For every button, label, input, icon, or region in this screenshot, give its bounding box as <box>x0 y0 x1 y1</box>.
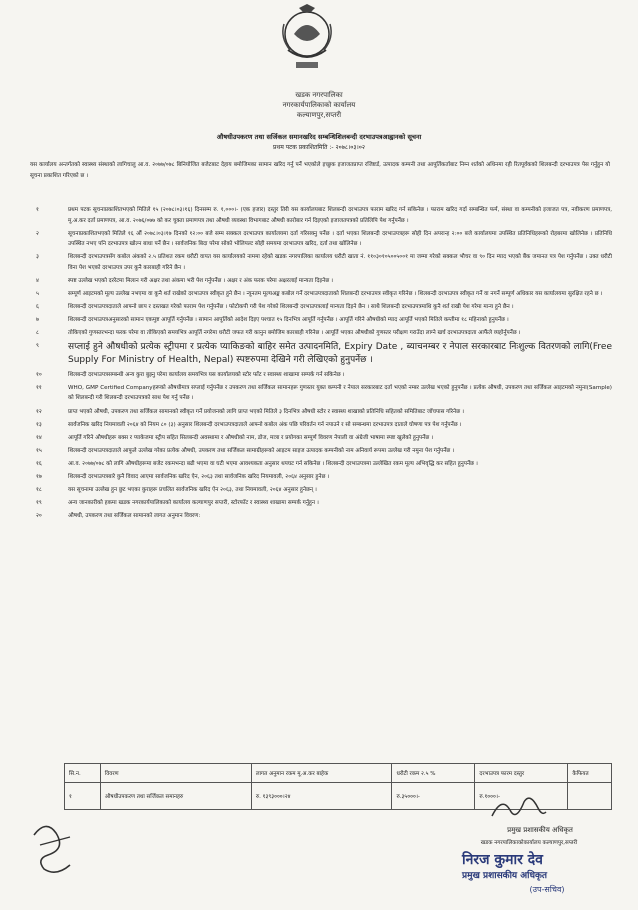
item-number: १ <box>36 207 39 213</box>
notice-title: औषधीउपकरण तथा सर्जिकल समानखरिद सम्बन्धिशिलबन्दी दरभाउपत्रआह्वानको सूचना <box>216 133 422 141</box>
position-stamp: प्रमुख प्रशासकीय अधिकृत <box>462 871 548 881</box>
item-number: २० <box>36 513 42 520</box>
office-subname: नगरकार्यपालिकाको कार्यालय <box>282 101 356 109</box>
column-header: लागत अनुमान रकम मू.अ.कर बाहेक <box>251 764 392 783</box>
table-cell: औषधीउपकरण तथा सर्जिकल समानहरु <box>100 783 251 810</box>
list-item <box>30 289 612 300</box>
item-number: १७ <box>36 474 42 480</box>
officer-signature <box>488 790 548 826</box>
list-item <box>30 383 612 404</box>
list-item <box>30 472 612 483</box>
item-text: सप्लाई हुने औषधीको प्रत्येक स्ट्रीपमा र प्रत्येक प्याकिङको बाहिर समेत उत्पादनमिति, Expiry Date , ब्याचनम्बर र नेपाल सरकारबाट निःशुल्क वितरणको लागि(Free Supply For Ministry of Health, Nepal) स्पष्टरुपमा देखिने गरी लेखिएको हुनुपर्नेछ । <box>68 342 612 366</box>
item-number: ९ <box>36 343 39 350</box>
item-text: शिलबन्दी दरभाउपत्रसँग कबोल अंकको २.५ प्रतिशत रकम धरौटी वापत यस कार्यालयको नाममा रहेको खडक नगरपालिका कार्यालय धरौटी खाता नं. ११०३०१०५००५००१ मा जम्मा गरेको सक्कल भौचर वा ९० दिन म्याद भएको बैंक जमानत पत्र पेश गर्नुपर्नेछ । उक्त धरौटी विना पेश भएको दरभाउपत्र उपर कुनै कारबाही गरिने छैन । <box>68 254 612 271</box>
item-text: शिलबन्दी दरभाउपत्रअनुसारको सामान एकमुष्ट आपूर्ति गर्नुपर्नेछ । सामान आपूर्तिको आदेश दिइए पश्चात १५ दिनभित्र आपूर्ति गर्नुपर्नेछ । आपूर्ति गरिने औषधीको म्याद आपूर्ति भएको मितिले कम्तीमा १८ महिनाको हुनुपर्नेछ । <box>68 317 509 324</box>
table-cell: रु. १३९३०००।२४ <box>251 783 392 810</box>
item-text: यस सूचनामा उल्लेख हुन छुट भएका कुराहरू प्रचलित सार्वजनिक खरिद ऐन २०६३, तथा नियमावली, २०६४ अनुसार हुनेछन् । <box>68 487 317 494</box>
list-item <box>30 485 612 496</box>
publish-date: प्रथम पटक प्रकाशितमिति :- २०७८।०३।०२ <box>273 144 365 151</box>
item-number: १८ <box>36 487 42 494</box>
item-text: औषधी, उपकरण तथा सर्जिकल सामानको लागत अनुमान विवरण: <box>68 513 201 520</box>
list-item <box>30 252 612 273</box>
office-address: कल्याणपुर,सप्तरी <box>296 111 342 119</box>
list-item <box>30 328 612 339</box>
item-number: ४ <box>36 277 39 284</box>
item-number: २ <box>36 230 39 237</box>
table-cell: रु.१०००।- <box>475 783 568 810</box>
signatory-office: खडक नगरपालिकाकोकार्यालय कल्याणपुर,सप्तरी <box>480 840 578 846</box>
item-number: १२ <box>36 408 42 415</box>
list-item <box>30 302 612 313</box>
column-header: दरभाउपत्र फारम दस्तुर <box>475 764 568 783</box>
name-stamp: निरज कुमार देव <box>462 852 543 868</box>
office-name: खडक नगरपालिका <box>295 91 343 99</box>
list-item <box>30 205 612 226</box>
item-text: स्पष्ट उल्लेख भएको दररेटमा मिलान गरी अक्षर तथा अंकमा भरी पेश गर्नुपर्नेछ । अक्षर र अंक फरक परेमा अक्षरलाई मान्यता दिइनेछ । <box>68 277 334 284</box>
item-number: ६ <box>36 303 39 310</box>
list-item <box>30 341 612 367</box>
table-cell <box>568 783 612 810</box>
item-number: १० <box>36 371 42 378</box>
column-header: कैफियत <box>568 764 612 783</box>
column-header: सि.न. <box>65 764 101 783</box>
conditions-list <box>30 205 612 524</box>
item-text: शिलबन्दी दरभाउपत्रबारे कुनै विवाद आएमा सार्वजनिक खरिद ऐन, २०६३ तथा सार्वजनिक खरिद नियमावली, २०६४ अनुसार हुनेछ । <box>68 474 330 480</box>
item-number: १३ <box>36 421 42 428</box>
item-number: ७ <box>36 317 39 324</box>
item-text: आपूर्ति गरिने औषधीहरू बक्स र प्याकेजमा स्ट्रीप सहित सिलबन्दी अवस्थामा र औषधीको नाम, डोज, मात्रा र प्रयोगका सम्पूर्ण विवरण नेपाली वा अंग्रेजी भाषामा स्पष्ट खुलेको हुनुपर्नेछ । <box>68 434 434 441</box>
item-number: ११ <box>36 384 42 391</box>
item-number: ५ <box>36 290 39 297</box>
item-text: सूचनाप्रकाशितभएको मितिले १६ औं २०७८।०३।१७ दिनको १२:०० बजे सम्म सक्कल दरभाउपत्र कार्यालयमा दर्ता गरिसक्नु पर्नेछ । दर्ता भएका शिलबन्दी दरभाउपत्रहरू सोही दिन अपरान्ह २:०० बजे कार्यालयमा उपस्थित प्रतिनिधिहरूको रोहबरमा खोलिनेछ । प्रतिनिधि उपस्थित नभए पनि दरभाउपत्र खोल्न बाधा पर्ने छैन । सार्वजनिक बिदा परेमा सोको भोलिपल्ट सोही समयमा दरभाउपत्र खरिद, दर्ता तथा खोलिनेछ । <box>68 230 612 248</box>
item-text: आ.व. २०७७/०७८ को लागि औषधीहरूमा बजेट रकमभन्दा बढी भएमा वा घटी भएमा आवश्यकता अनुसार थपघट गर्न सकिनेछ । शिलबन्दी दरभाउपत्रमा उल्लेखित रकम मूल्य अभिवृद्धि कर सहित हुनुपर्नेछ । <box>68 460 478 467</box>
item-text: शिलबन्दी दरभाउपत्रदाताले आफ्नो छाप र दस्तखत गरेको फाराम पेश गर्नुपर्नेछ । फोटोकपी गरी पेश गरेको शिलबन्दी दरभाउपत्रलाई मान्यता दिइने छैन । साथै शिलबन्दी दरभाउपत्रमाथि कुनै शर्त राखी पेश गरेमा मान्य हुने छैन । <box>68 303 514 310</box>
list-item <box>30 229 612 250</box>
item-text: WHO, GMP Certified Companyहरूको औषधीमात्र सप्लाई गर्नुपर्नेछ र उपकरण तथा सर्जिकल सामानहरू गुणस्तर युक्त कम्पनी र नेपाल सरकारबाट दर्ता भएको नम्बर उल्लेख भएको हुनुपर्नेछ । प्रत्येक औषधी, उपकरण तथा सर्जिकल आइटमको नमुना(Sample) को शिलबन्दी गरी शिलबन्दी दरभाउपत्रको साथ पेश गर्नु पर्नेछ । <box>68 384 612 402</box>
item-text: शिलबन्दी दरभाउपत्रदाताले आफूले उल्लेख गरेका प्रत्येक औषधी, उपकरण तथा सर्जिकल सामाग्रीहरूको आइटम साइज उत्पादक कम्पनीको नाम अनिवार्य रूपमा उल्लेख गरी नमुना पेश गर्नुपर्नेछ । <box>68 447 455 454</box>
table-header-row <box>65 764 612 783</box>
rank-stamp: (उप-सचिव) <box>529 885 565 894</box>
item-text: सम्पूर्ण आइटमको मूल्य उल्लेख नभएमा वा कुनै शर्त राखेको दरभाउपत्र स्वीकृत हुने छैन । न्यूनतम मूल्यअङ्क कबोल गर्ने दरभाउपत्रदाताको शिलबन्दी दरभाउपत्र स्वीकृत गरिनेछ । शिलबन्दी दरभाउपत्र स्वीकृत गर्ने वा नगर्ने सम्पूर्ण अधिकार यस कार्यालयमा सुरक्षित रहने छ । <box>68 290 603 297</box>
notice-intro: यस कार्यालय अन्तर्गतको स्वास्थ्य संस्थाको लागिचालु आ.व. २०७७/०७८ बिनियोजित बजेटबाट देहाय बमोजिमका सामान खरिद गर्नु पर्ने भएकोले इच्छुक इजाजतप्राप्त रजिष्टर्ड, उत्पादक कम्पनी तथा आपूर्तिकर्ताबाट निम्न शर्तको अधिनमा रही रितपूर्वकको शिलबन्दी दरभाउपत्र पेस गर्नुहुन यो सूचना प्रकाशित गरिएको छ । <box>30 162 610 179</box>
item-text: प्रथम पटक सूचनाप्रकाशितभएको मितिले १५ (२०७८।०३।१६) दिनसम्म रु. १,०००।- (एक हजार) दस्तुर तिरी यस कार्यालयबाट शिलबन्दी दरभाउपत्र फाराम खरिद गर्न सकिनेछ । फाराम खरिद गर्दा सम्बन्धित फर्म, संस्था वा कम्पनीको इजाजत पत्र, नवीकरण प्रमाणपत्र, मू.अ.कर दर्ता प्रमाणपत्र, आ.व. २०७६/०७७ को कर चुक्ता प्रमाणपत्र तथा औषधी व्यवस्था विभागबाट औषधी कारोबार गर्न दिइएको इजाजतपत्रको प्रतिलिपि पेश गर्नुपर्नेछ । <box>68 207 612 224</box>
item-number: १५ <box>36 447 42 454</box>
list-item <box>30 459 612 470</box>
item-number: १६ <box>36 460 42 467</box>
list-item <box>30 498 612 509</box>
list-item <box>30 433 612 444</box>
item-number: ८ <box>36 330 39 337</box>
item-text: शिलबन्दी दरभाउपत्रसम्बन्धी अन्य कुरा बुझ्नु परेमा कार्यालय समयभित्र यस कार्यालयको स्टोर फाँट र स्वास्थ्य शाखामा सम्पर्क गर्न सकिनेछ । <box>68 371 345 378</box>
item-text: तोकिएको गुणस्तरभन्दा फरक परेमा वा तोकिएको समयभित्र आपूर्ति नगरेमा धरौटी जफत गरी कानुन बमोजिम कारबाही गरिनेछ । आपूर्ति भएका औषधीको गुणस्तर परीक्षण गराउँदा लाग्ने खर्च दरभाउपत्रदाता आफैंले व्यहोर्नुपर्नेछ । <box>68 330 521 337</box>
list-item <box>30 420 612 431</box>
item-number: १४ <box>36 434 42 441</box>
table-cell: रु.३५०००।- <box>392 783 475 810</box>
item-text: प्राप्त भएको औषधी, उपकरण तथा सर्जिकल सामानको स्वीकृत गर्ने प्रयोजनको लागि प्राप्त भएको मितिले ३ दिनभित्र औषधी स्टोर र स्वास्थ्य शाखाको प्रतिनिधि सहितको समितिबाट जाँचपास गरिनेछ । <box>68 408 464 415</box>
table-cell: १ <box>65 783 101 810</box>
list-item <box>30 446 612 457</box>
initials-signature <box>26 815 86 879</box>
column-header: धरौटी रकम २.५ % <box>392 764 475 783</box>
list-item <box>30 407 612 418</box>
government-emblem-icon <box>266 4 348 86</box>
item-number: १९ <box>36 500 42 507</box>
item-text: अन्य जानकारीको हकमा खडक नगरकार्यपालिकाको कार्यालय कल्याणपुर सप्तरी, स्टोरफाँट र स्वास्थ्य शाखामा सम्पर्क गर्नुहुन । <box>68 500 319 507</box>
column-header: विवरण <box>100 764 251 783</box>
list-item <box>30 370 612 381</box>
list-item <box>30 315 612 326</box>
signatory-title: प्रमुख प्रशासकीय अधिकृत <box>507 826 573 834</box>
list-item <box>30 511 612 522</box>
item-number: ३ <box>36 254 39 261</box>
list-item <box>30 276 612 287</box>
item-text: सार्वजनिक खरिद नियमावली २०६४ को नियम ८० (३) अनुसार शिलबन्दी दरभाउपत्रदाताले आफ्नो कबोल अंक पछि परिवर्तन गर्न नपाउने र सो सम्बन्धमा दरभाउपत्र दाताले घोषणा पत्र पेश गर्नुपर्नेछ । <box>68 421 462 428</box>
